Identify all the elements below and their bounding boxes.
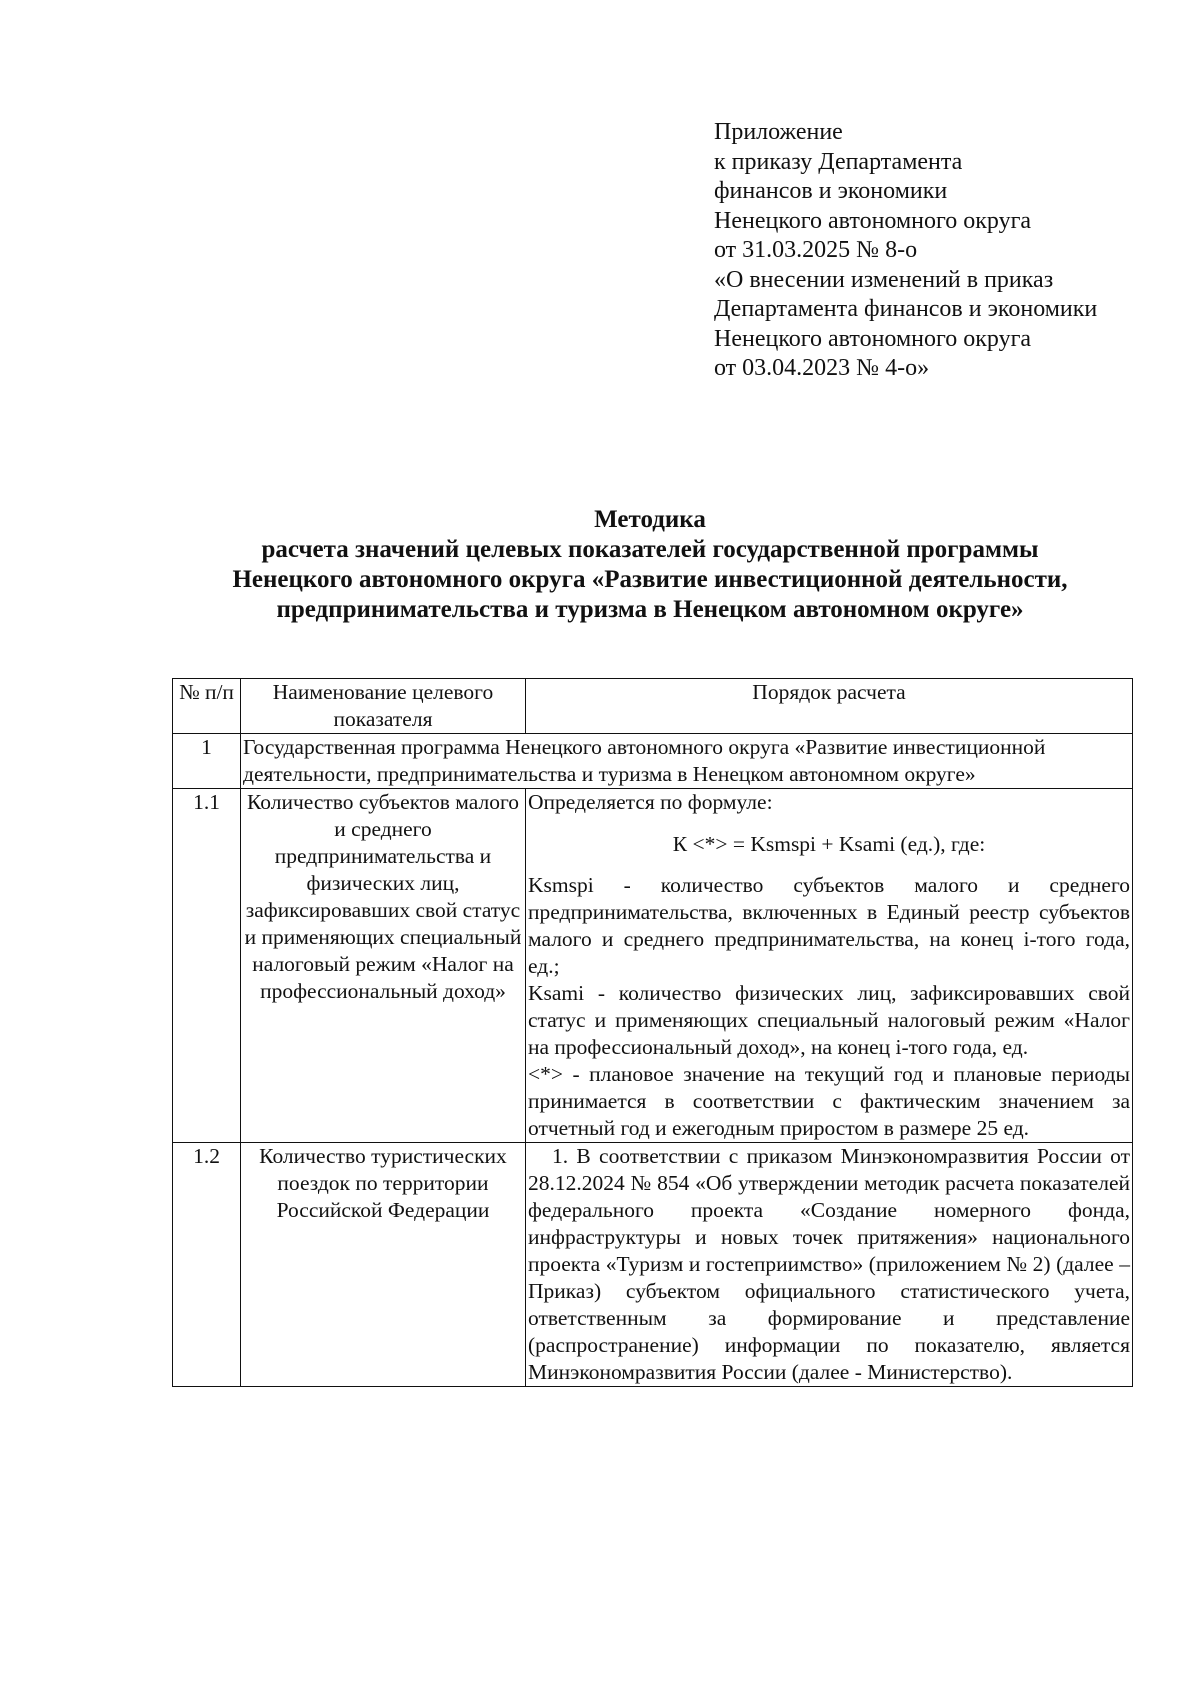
appendix-line: «О внесении изменений в приказ — [714, 266, 1054, 293]
table-row — [173, 789, 1133, 1143]
procedure-intro: Определяется по формуле: — [528, 790, 773, 814]
header-procedure: Порядок расчета — [526, 679, 1133, 734]
row-number: 1 — [173, 734, 241, 789]
appendix-line: Ненецкого автономного округа — [714, 207, 1032, 234]
formula: К <*> = Ksmspi + Ksami (ед.), где: — [672, 832, 986, 856]
procedure-cell — [526, 789, 1133, 1143]
appendix-line: Ненецкого автономного округа — [714, 325, 1032, 352]
indicator-name: Количество туристических поездок по территории Российской Федерации — [241, 1143, 526, 1387]
table-header-row — [173, 679, 1133, 734]
row-number: 1.1 — [173, 789, 241, 1143]
header-number: № п/п — [173, 679, 241, 734]
appendix-line: Департамента финансов и экономики — [714, 296, 1098, 322]
table-row — [173, 734, 1133, 789]
appendix-line: к приказу Департамента — [714, 148, 963, 175]
title-line: предпринимательства и туризма в Ненецком автономном округе» — [276, 596, 1024, 623]
procedure-cell: 1. В соответствии с приказом Минэкономразвития России от 28.12.2024 № 854 «Об утверждении методик расчета показателей федерального проекта «Создание номерного фонда, инфраструктуры и новых точек притяжения» национального проекта «Туризм и гостеприимство» (приложением № 2) (далее – Приказ) субъектом официального статистического учета, ответственным за формирование и представление (распространение) информации по показателю, является Минэкономразвития России (далее - Министерство). — [526, 1143, 1133, 1387]
indicator-name: Количество субъектов малого и среднего предпринимательства и физических лиц, зафиксировавших свой статус и применяющих специальный налоговый режим «Налог на профессиональный доход» — [241, 789, 526, 1143]
methodology-table — [172, 678, 1133, 1387]
title-line: расчета значений целевых показателей государственной программы — [261, 536, 1039, 563]
header-indicator-name: Наименование целевого показателя — [241, 679, 526, 734]
definition: Ksmspi - количество субъектов малого и среднего предпринимательства, включенных в Единый реестр субъектов малого и среднего предпринимательства, на конец i-того года, ед.; — [528, 873, 1130, 978]
appendix-line: от 31.03.2025 № 8-о — [714, 237, 918, 263]
appendix-line: финансов и экономики — [714, 178, 948, 204]
appendix-line: от 03.04.2023 № 4-о» — [714, 355, 930, 381]
appendix-block — [714, 118, 1097, 384]
title-line: Методика — [594, 506, 706, 533]
row-number: 1.2 — [173, 1143, 241, 1387]
definition: <*> - плановое значение на текущий год и плановые периоды принимается в соответствии с фактическим значением за отчетный год и ежегодным приростом в размере 25 ед. — [528, 1062, 1130, 1140]
title-line: Ненецкого автономного округа «Развитие инвестиционной деятельности, — [232, 566, 1068, 593]
table-row — [173, 1143, 1133, 1387]
appendix-line: Приложение — [714, 119, 843, 145]
document-title — [160, 505, 1140, 625]
program-cell: Государственная программа Ненецкого автономного округа «Развитие инвестиционной деятельности, предпринимательства и туризма в Ненецком автономном округе» — [241, 734, 1133, 789]
definition: Ksami - количество физических лиц, зафиксировавших свой статус и применяющих специальный налоговый режим «Налог на профессиональный доход», на конец i-того года, ед. — [528, 981, 1130, 1059]
